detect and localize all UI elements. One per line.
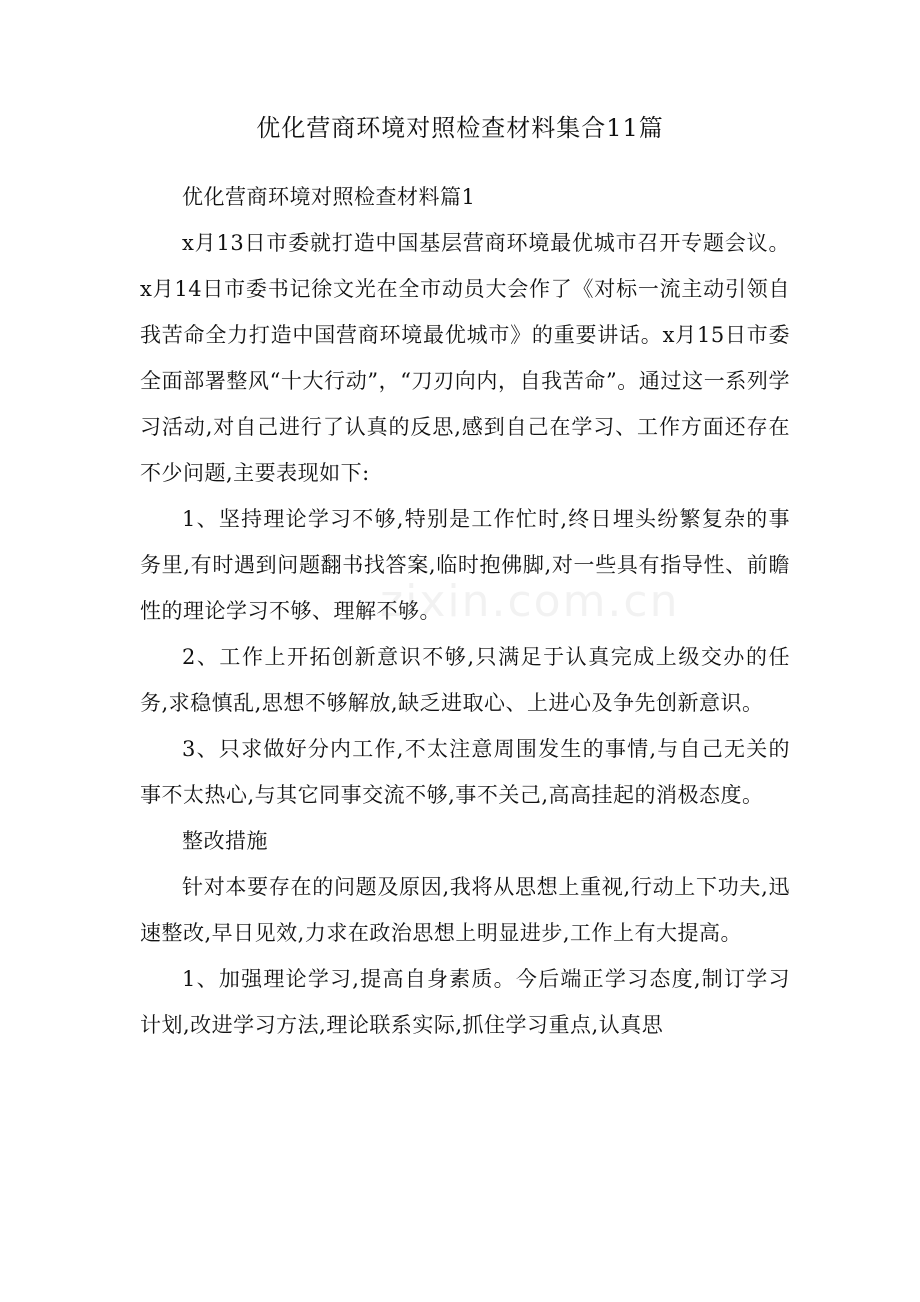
- paragraph: 1、加强理论学习,提高自身素质。今后端正学习态度,制订学习计划,改进学习方法,理论联系实际,抓住学习重点,认真思: [140, 967, 790, 1037]
- paragraph: 2、工作上开拓创新意识不够,只满足于认真完成上级交办的任务,求稳慎乱,思想不够解放,缺乏进取心、上进心及争先创新意识。: [140, 645, 790, 715]
- section-heading: 优化营商环境对照检查材料篇1: [182, 185, 476, 209]
- paragraph: x月13日市委就打造中国基层营商环境最优城市召开专题会议。x月14日市委书记徐文光在全市动员大会作了《对标一流主动引领自我苦命全力打造中国营商环境最优城市》的重要讲话。x月15日市委全面部署整风“十大行动”，“刀刃向内，自我苦命”。通过这一系列学习活动,对自己进行了认真的反思,感到自己在学习、工作方面还存在不少问题,主要表现如下:: [140, 231, 791, 485]
- paragraph: 3、只求做好分内工作,不太注意周围发生的事情,与自己无关的事不太热心,与其它同事交流不够,事不关己,高高挂起的消极态度。: [140, 737, 790, 807]
- section-heading: 整改措施: [182, 829, 268, 853]
- document-body: [140, 174, 790, 1048]
- paragraph: 针对本要存在的问题及原因,我将从思想上重视,行动上下功夫,迅速整改,早日见效,力求在政治思想上明显进步,工作上有大提高。: [140, 875, 790, 945]
- paragraph: 1、坚持理论学习不够,特别是工作忙时,终日埋头纷繁复杂的事务里,有时遇到问题翻书找答案,临时抱佛脚,对一些具有指导性、前瞻性的理论学习不够、理解不够。: [140, 507, 790, 623]
- document-title: 优化营商环境对照检查材料集合11篇: [256, 114, 664, 142]
- watermark: zixin.com.cn: [380, 576, 680, 627]
